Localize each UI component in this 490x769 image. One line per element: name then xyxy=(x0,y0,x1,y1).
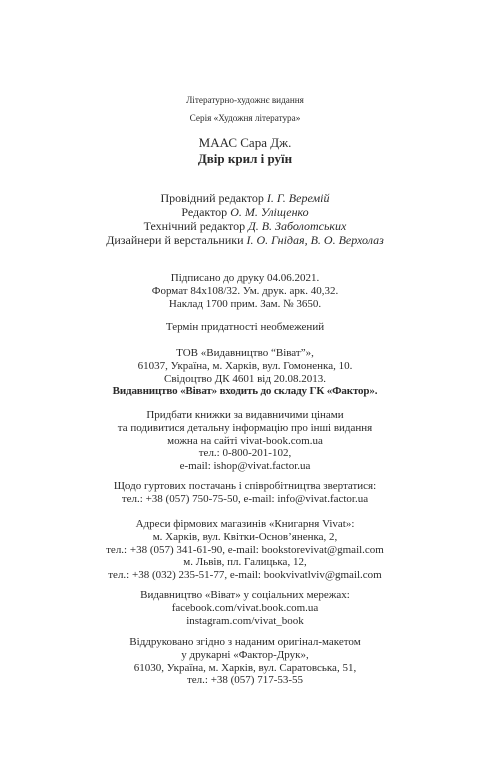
buy-line: Придбати книжки за видавничими цінами xyxy=(146,409,344,421)
printer-line: Віддруковано згідно з наданим оригінал-макетом xyxy=(129,636,361,648)
stores-heading: Адреси фірмових магазинів «Книгарня Vivat»: xyxy=(135,518,355,530)
buy-website-line: можна на сайті vivat-book.com.ua xyxy=(167,434,323,447)
publisher-certificate: Свідоцтво ДК 4601 від 20.08.2013. xyxy=(164,372,326,385)
wholesale-line: Щодо гуртових постачань і співробітництва звертатися: xyxy=(113,480,377,492)
credit-designers xyxy=(60,233,430,247)
credit-name: Д. В. Заболотських xyxy=(248,219,347,233)
store-lviv-contact: тел.: +38 (032) 235-51-77, e-mail: bookvivatlviv@gmail.com xyxy=(108,569,382,582)
publisher-block xyxy=(60,347,430,398)
credits-block xyxy=(60,191,430,247)
printer-block xyxy=(60,636,430,687)
publisher-address: 61037, Україна, м. Харків, вул. Гомоненка, 10. xyxy=(137,359,353,372)
header-block xyxy=(60,94,430,124)
credit-role: Провідний редактор xyxy=(160,191,264,205)
series-line: Серія «Художня література» xyxy=(189,113,301,123)
credit-tech-editor xyxy=(60,219,430,233)
signed-to-print: Підписано до друку 04.06.2021. xyxy=(170,272,320,284)
buy-line: та подивитися детальну інформацію про інші видання xyxy=(117,421,373,434)
buy-phone-line: тел.: 0-800-201-102, xyxy=(198,447,292,460)
social-facebook: facebook.com/vivat.book.com.ua xyxy=(171,601,319,614)
stores-block xyxy=(60,518,430,582)
print-info-block xyxy=(60,272,430,310)
store-kharkiv-contact: тел.: +38 (057) 341-61-90, e-mail: bookstorevivat@gmail.com xyxy=(106,543,384,556)
title-block xyxy=(60,135,430,166)
printer-address: 61030, Україна, м. Харків, вул. Саратовська, 51, xyxy=(133,661,357,674)
credit-lead-editor xyxy=(60,191,430,205)
print-run-line: Наклад 1700 прим. Зам. № 3650. xyxy=(168,297,322,310)
buy-info-block xyxy=(60,409,430,473)
credit-name: О. М. Уліщенко xyxy=(230,205,309,219)
social-block xyxy=(60,589,430,627)
shelf-life-block xyxy=(60,321,430,334)
credit-name: І. Г. Веремій xyxy=(266,191,330,205)
store-kharkiv-address: м. Харків, вул. Квітки-Основ’яненка, 2, xyxy=(152,530,338,543)
shelf-life-line: Термін придатності необмежений xyxy=(165,321,325,333)
credit-role: Редактор xyxy=(181,205,228,219)
buy-email-line: e-mail: ishop@vivat.factor.ua xyxy=(179,460,311,473)
social-heading: Видавництво «Віват» у соціальних мережах: xyxy=(140,589,350,601)
book-title: Двір крил і руїн xyxy=(197,150,293,166)
wholesale-contact-line: тел.: +38 (057) 750-75-50, e-mail: info@vivat.factor.ua xyxy=(121,492,369,505)
publisher-name: ТОВ «Видавництво “Віват”», xyxy=(176,347,314,359)
wholesale-block xyxy=(60,480,430,506)
store-lviv-address: м. Львів, пл. Галицька, 12, xyxy=(183,556,307,569)
social-instagram: instagram.com/vivat_book xyxy=(186,614,304,627)
credit-role: Технічний редактор xyxy=(143,219,246,233)
credit-editor xyxy=(60,205,430,219)
publisher-group: Видавництво «Віват» входить до складу ГК «Фактор». xyxy=(112,385,378,398)
credit-role: Дизайнери й верстальники xyxy=(106,233,244,247)
format-line: Формат 84x108/32. Ум. друк. арк. 40,32. xyxy=(151,284,339,297)
author-name: МААС Сара Дж. xyxy=(198,135,292,150)
printer-name: у друкарні «Фактор-Друк», xyxy=(181,648,309,661)
credit-name: І. О. Гнідая, В. О. Верхолаз xyxy=(246,233,384,247)
genre-line: Літературно-художнє видання xyxy=(186,95,304,105)
printer-phone: тел.: +38 (057) 717-53-55 xyxy=(186,674,304,687)
